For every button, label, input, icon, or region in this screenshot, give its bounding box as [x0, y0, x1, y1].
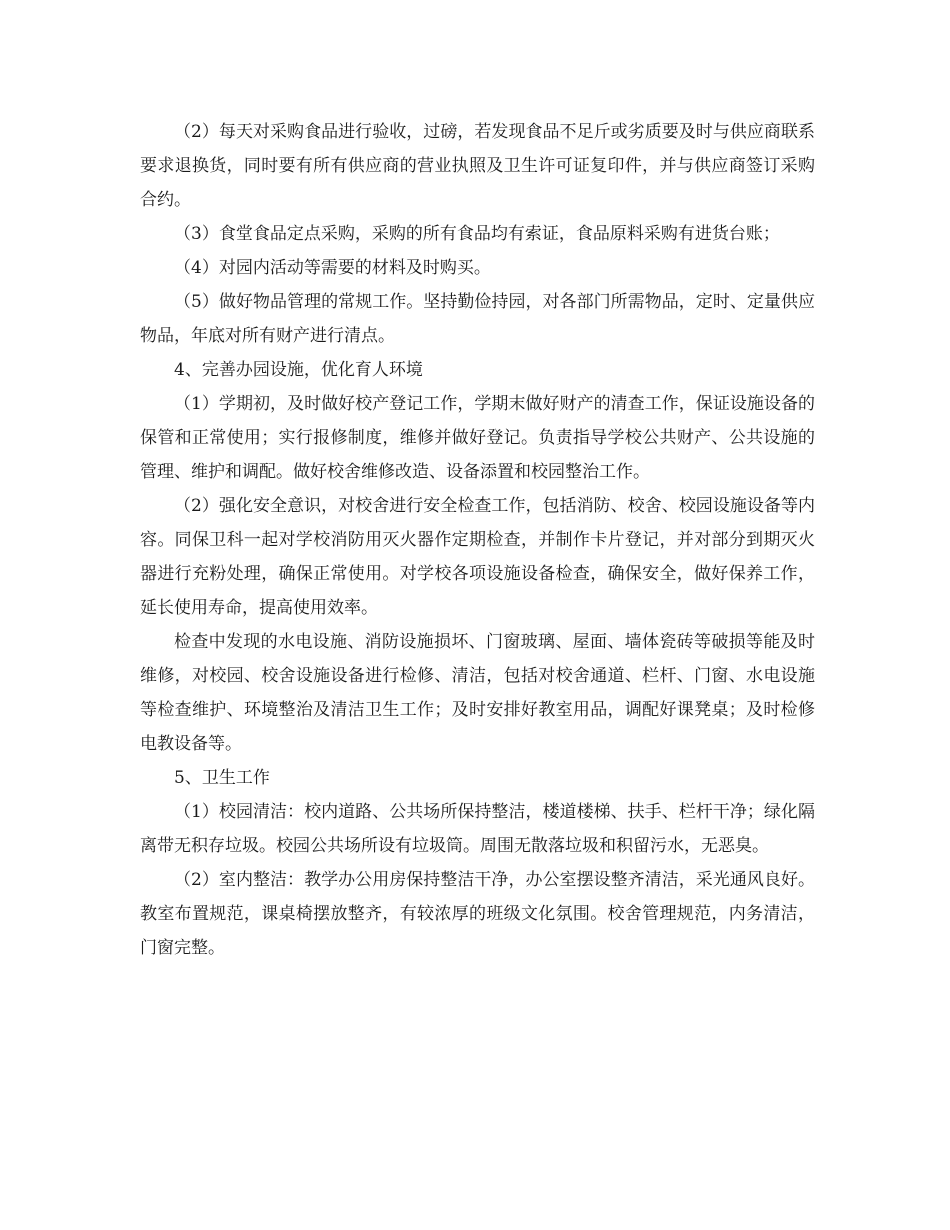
paragraph-campus-cleaning: （1）校园清洁：校内道路、公共场所保持整洁，楼道楼梯、扶手、栏杆干净；绿化隔离带无积存垃圾。校园公共场所设有垃圾筒。周围无散落垃圾和积留污水，无恶臭。: [140, 802, 815, 856]
section-heading-facilities: 4、完善办园设施，优化育人环境: [174, 360, 423, 380]
paragraph-canteen-procurement: （3）食堂食品定点采购，采购的所有食品均有索证，食品原料采购有进货台账；: [174, 224, 780, 244]
paragraph-repairs-maintenance: 检查中发现的水电设施、消防设施损坏、门窗玻璃、屋面、墙体瓷砖等破损等能及时维修，对校园、校舍设施设备进行检修、清洁，包括对校舍通道、栏杆、门窗、水电设施等检查维护、环境整治及清洁卫生工作；及时安排好教室用品，调配好课凳桌；及时检修电教设备等。: [140, 632, 815, 754]
paragraph-asset-registration: （1）学期初，及时做好校产登记工作，学期末做好财产的清查工作，保证设施设备的保管和正常使用；实行报修制度，维修并做好登记。负责指导学校公共财产、公共设施的管理、维护和调配。做好校舍维修改造、设备添置和校园整治工作。: [140, 394, 815, 482]
document-body: [140, 115, 815, 965]
paragraph-indoor-cleaning: （2）室内整洁：教学办公用房保持整洁干净，办公室摆设整齐清洁，采光通风良好。教室布置规范，课桌椅摆放整齐，有较浓厚的班级文化氛围。校舍管理规范，内务清洁，门窗完整。: [140, 870, 815, 958]
paragraph-procurement-inspection: （2）每天对采购食品进行验收，过磅，若发现食品不足斤或劣质要及时与供应商联系要求退换货，同时要有所有供应商的营业执照及卫生许可证复印件，并与供应商签订采购合约。: [140, 122, 815, 210]
paragraph-goods-management: （5）做好物品管理的常规工作。坚持勤俭持园，对各部门所需物品，定时、定量供应物品，年底对所有财产进行清点。: [140, 292, 815, 346]
paragraph-safety-inspection: （2）强化安全意识，对校舍进行安全检查工作，包括消防、校舍、校园设施设备等内容。同保卫科一起对学校消防用灭火器作定期检查，并制作卡片登记，并对部分到期灭火器进行充粉处理，确保正常使用。对学校各项设施设备检查，确保安全，做好保养工作，延长使用寿命，提高使用效率。: [140, 496, 815, 618]
section-heading-hygiene: 5、卫生工作: [174, 768, 270, 788]
paragraph-activity-materials: （4）对园内活动等需要的材料及时购买。: [174, 258, 491, 278]
